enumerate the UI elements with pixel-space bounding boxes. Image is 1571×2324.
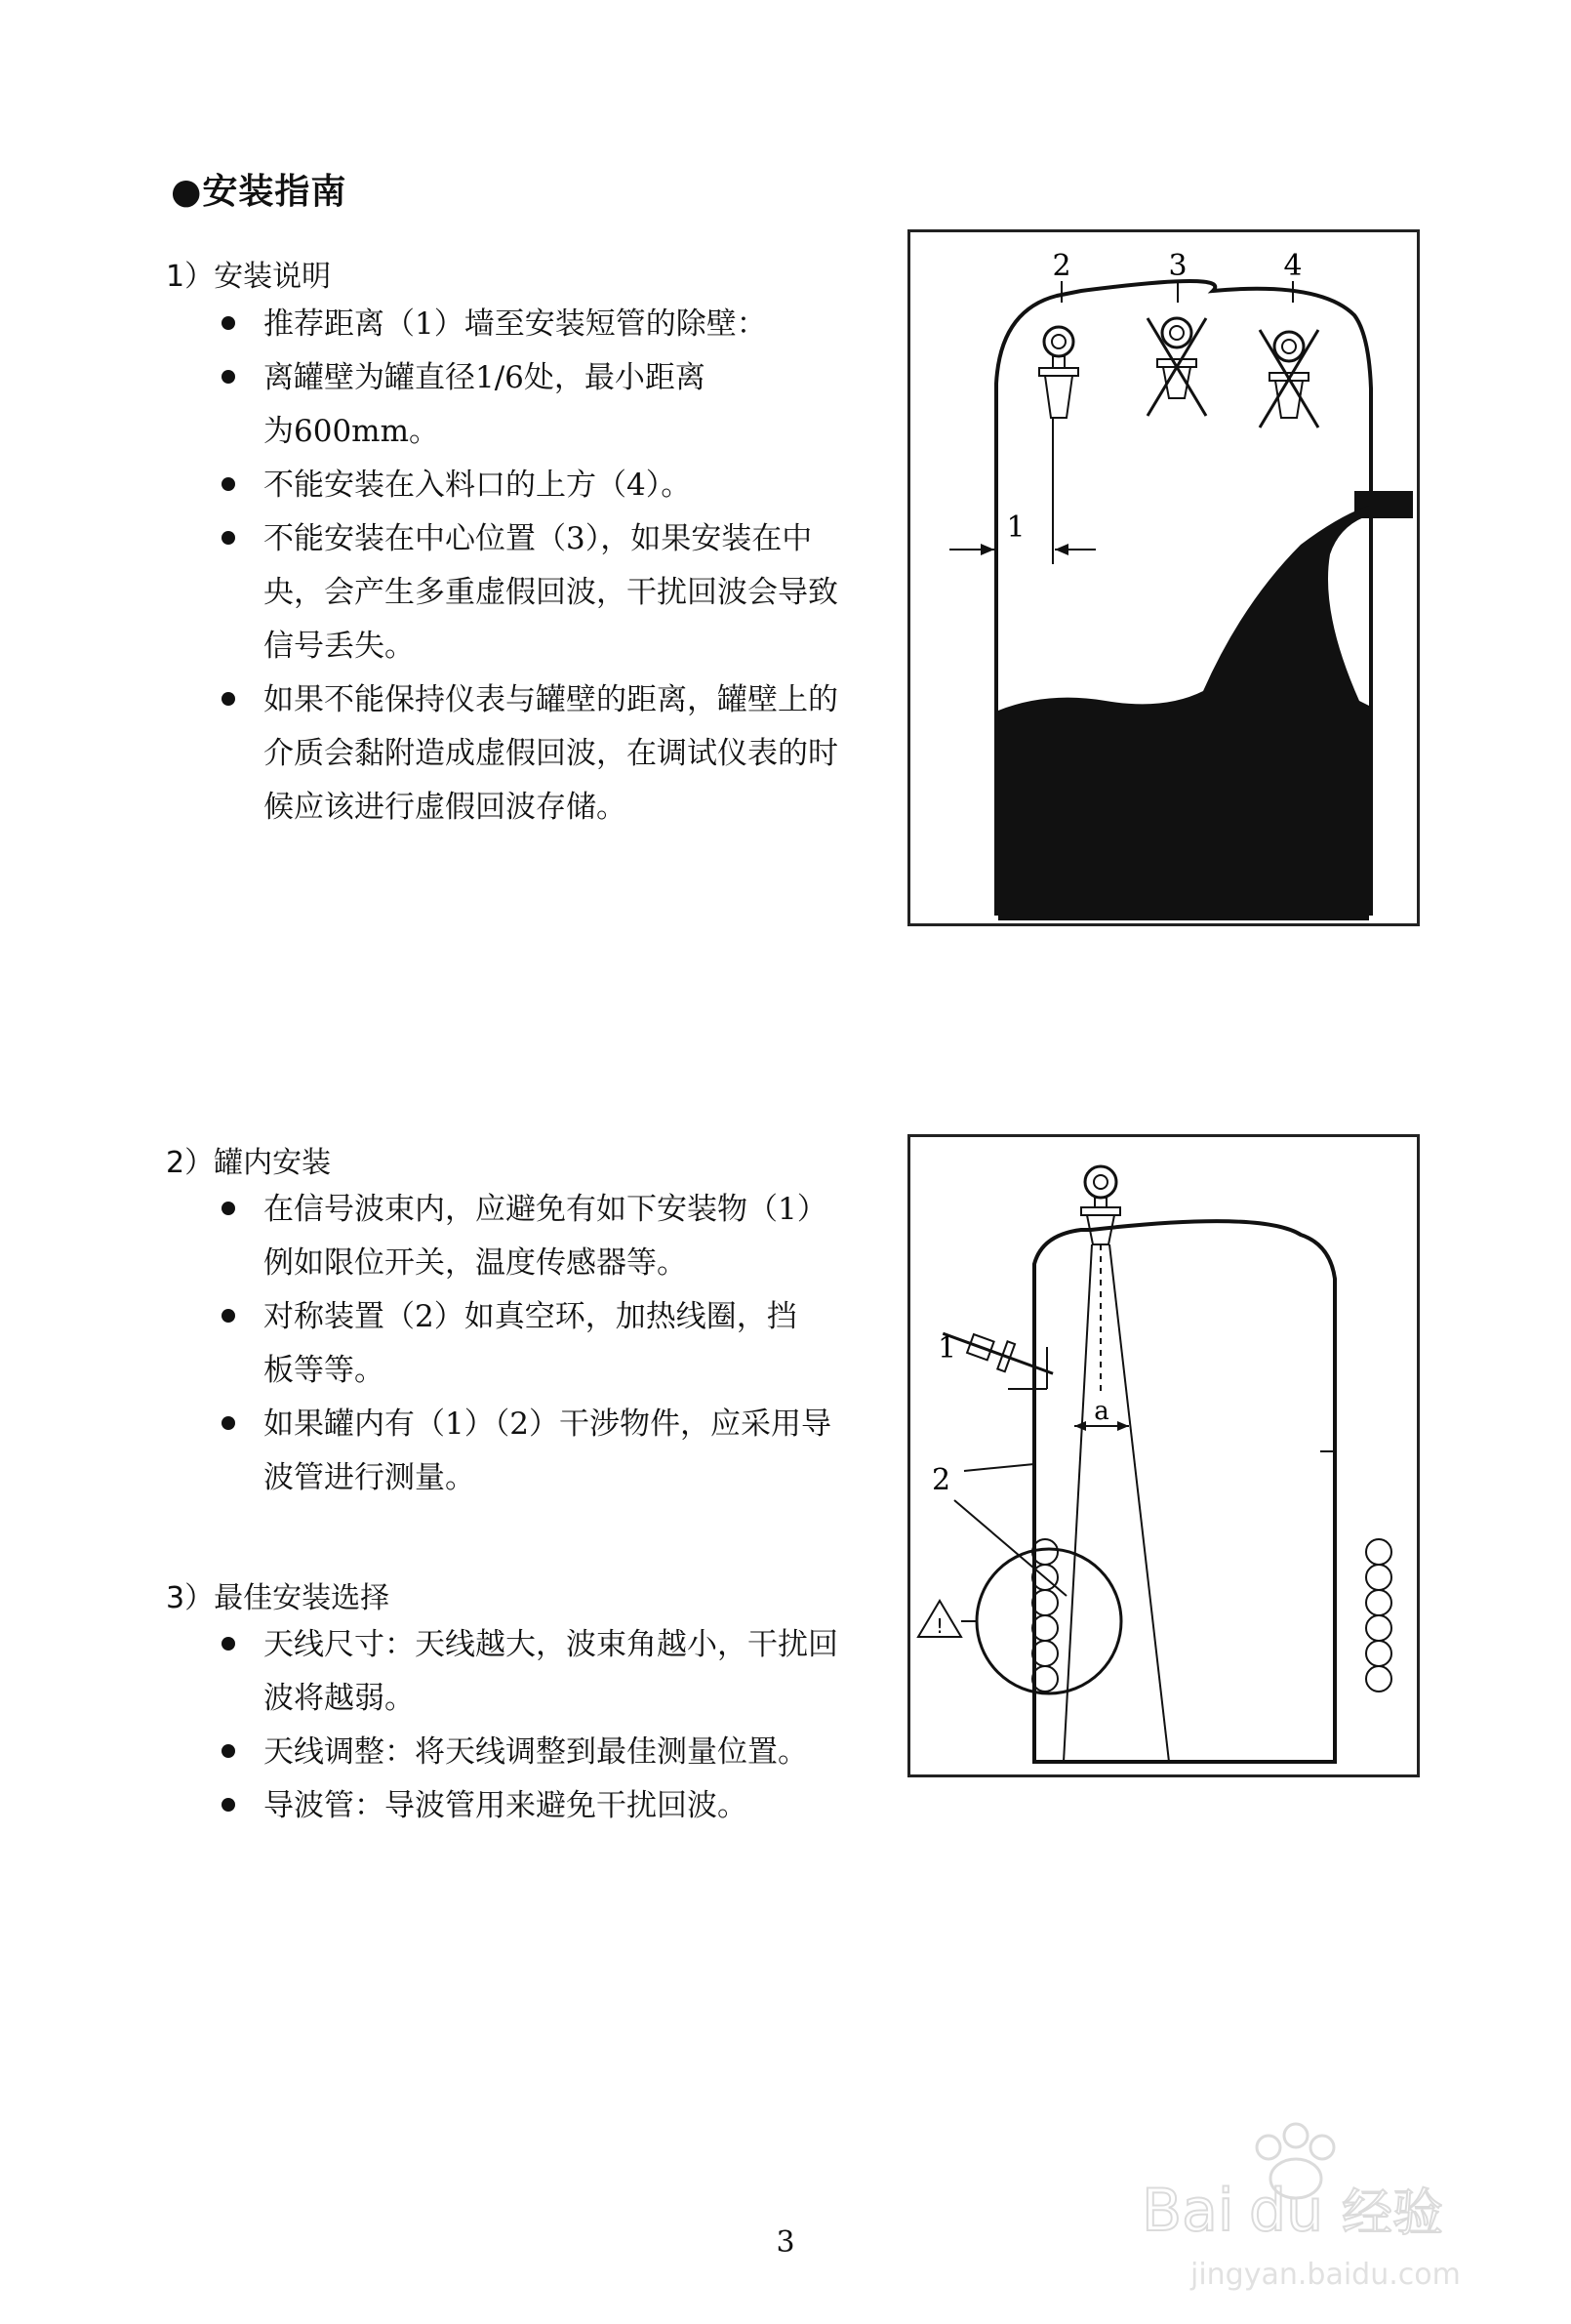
- bullet-icon: [222, 316, 235, 330]
- detail-magnifier: [977, 1549, 1121, 1693]
- list-item: [220, 1398, 839, 1505]
- baidu-logo-icon: [1122, 2108, 1512, 2304]
- radar-device-4: [1260, 330, 1318, 428]
- beam-right: [1109, 1244, 1169, 1762]
- watermark-url: jingyan.baidu.com: [1190, 2258, 1461, 2292]
- bullet-icon: [222, 531, 235, 545]
- label-position-3: 3: [1168, 249, 1188, 283]
- heading-best-install: 3）最佳安装选择: [166, 1581, 390, 1615]
- list-item: [220, 1183, 839, 1290]
- page-number: 3: [776, 2225, 795, 2260]
- tank-install-list: [220, 1183, 834, 1505]
- tank-mounting-diagram: [910, 232, 1417, 923]
- bulk-material: [998, 506, 1369, 920]
- tank-outline: [1034, 1221, 1335, 1762]
- beam-left: [1064, 1244, 1092, 1762]
- watermark: [1122, 2108, 1512, 2304]
- heading-install-notes: 1）安装说明: [166, 260, 332, 294]
- install-notes-list: [220, 298, 838, 835]
- bullet-icon: [222, 1637, 235, 1651]
- list-item-text: 导波管：导波管用来避免干扰回波。: [263, 1788, 747, 1823]
- radar-device-3: [1148, 318, 1206, 416]
- list-item: [220, 512, 839, 673]
- bullet-icon: [222, 1798, 235, 1812]
- watermark-brand2: du: [1249, 2177, 1324, 2245]
- list-item: [220, 1618, 839, 1726]
- figure-tank-internal-obstacles: [907, 1134, 1420, 1777]
- list-item: [220, 673, 839, 835]
- radar-device: [1081, 1166, 1120, 1244]
- list-item-text: 如果不能保持仪表与罐壁的距离，罐壁上的介质会黏附造成虚假回波，在调试仪表的时候应该进行虚假回波存储。: [263, 682, 838, 825]
- list-item: [220, 1726, 839, 1779]
- list-item-text: 如果罐内有（1）（2）干涉物件，应采用导波管进行测量。: [263, 1407, 831, 1495]
- bullet-icon: [222, 1309, 235, 1323]
- bullet-icon: [222, 1416, 235, 1430]
- list-item-text: 不能安装在中心位置（3），如果安装在中央，会产生多重虚假回波，干扰回波会导致信号丢失。: [263, 521, 838, 664]
- label-item-1: 1: [938, 1331, 957, 1366]
- warning-mark: !: [935, 1614, 945, 1638]
- watermark-cn: 经验: [1342, 2184, 1444, 2243]
- list-item-text: 推荐距离（1）墙至安装短管的除壁：: [263, 306, 767, 342]
- label-item-2: 2: [932, 1463, 951, 1497]
- label-position-4: 4: [1283, 249, 1303, 283]
- bullet-icon: [222, 477, 235, 491]
- list-item-text: 对称装置（2）如真空环，加热线圈，挡板等等。: [263, 1299, 797, 1388]
- heading-tank-install: 2）罐内安装: [166, 1146, 332, 1180]
- heating-coil-right: [1366, 1539, 1391, 1692]
- tank-obstacle-diagram: [910, 1137, 1417, 1774]
- list-item: [220, 459, 834, 512]
- radar-device-2: [1039, 327, 1078, 418]
- list-item: [220, 1779, 834, 1833]
- best-install-list: [220, 1618, 838, 1833]
- bullet-icon: [222, 370, 235, 384]
- section-title: ●安装指南: [171, 172, 347, 212]
- list-item-text: 天线尺寸：天线越大，波束角越小，干扰回波将越弱。: [263, 1627, 838, 1716]
- label-beam-angle: a: [1094, 1397, 1109, 1426]
- label-distance-1: 1: [1006, 510, 1026, 545]
- list-item: [220, 1290, 810, 1398]
- list-item-text: 不能安装在入料口的上方（4）。: [263, 468, 692, 503]
- list-item: [220, 351, 712, 459]
- list-item-text: 在信号波束内，应避免有如下安装物（1）例如限位开关，温度传感器等。: [263, 1192, 827, 1281]
- figure-tank-mounting-positions: [907, 229, 1420, 926]
- list-item-text: 天线调整：将天线调整到最佳测量位置。: [263, 1734, 808, 1770]
- bullet-icon: [222, 692, 235, 706]
- watermark-brand: Bai: [1142, 2177, 1234, 2245]
- label-position-2: 2: [1052, 249, 1071, 283]
- bullet-icon: [222, 1202, 235, 1215]
- bullet-icon: [222, 1744, 235, 1758]
- list-item-text: 离罐壁为罐直径1/6处，最小距离为600mm。: [263, 360, 705, 449]
- list-item: [220, 298, 834, 351]
